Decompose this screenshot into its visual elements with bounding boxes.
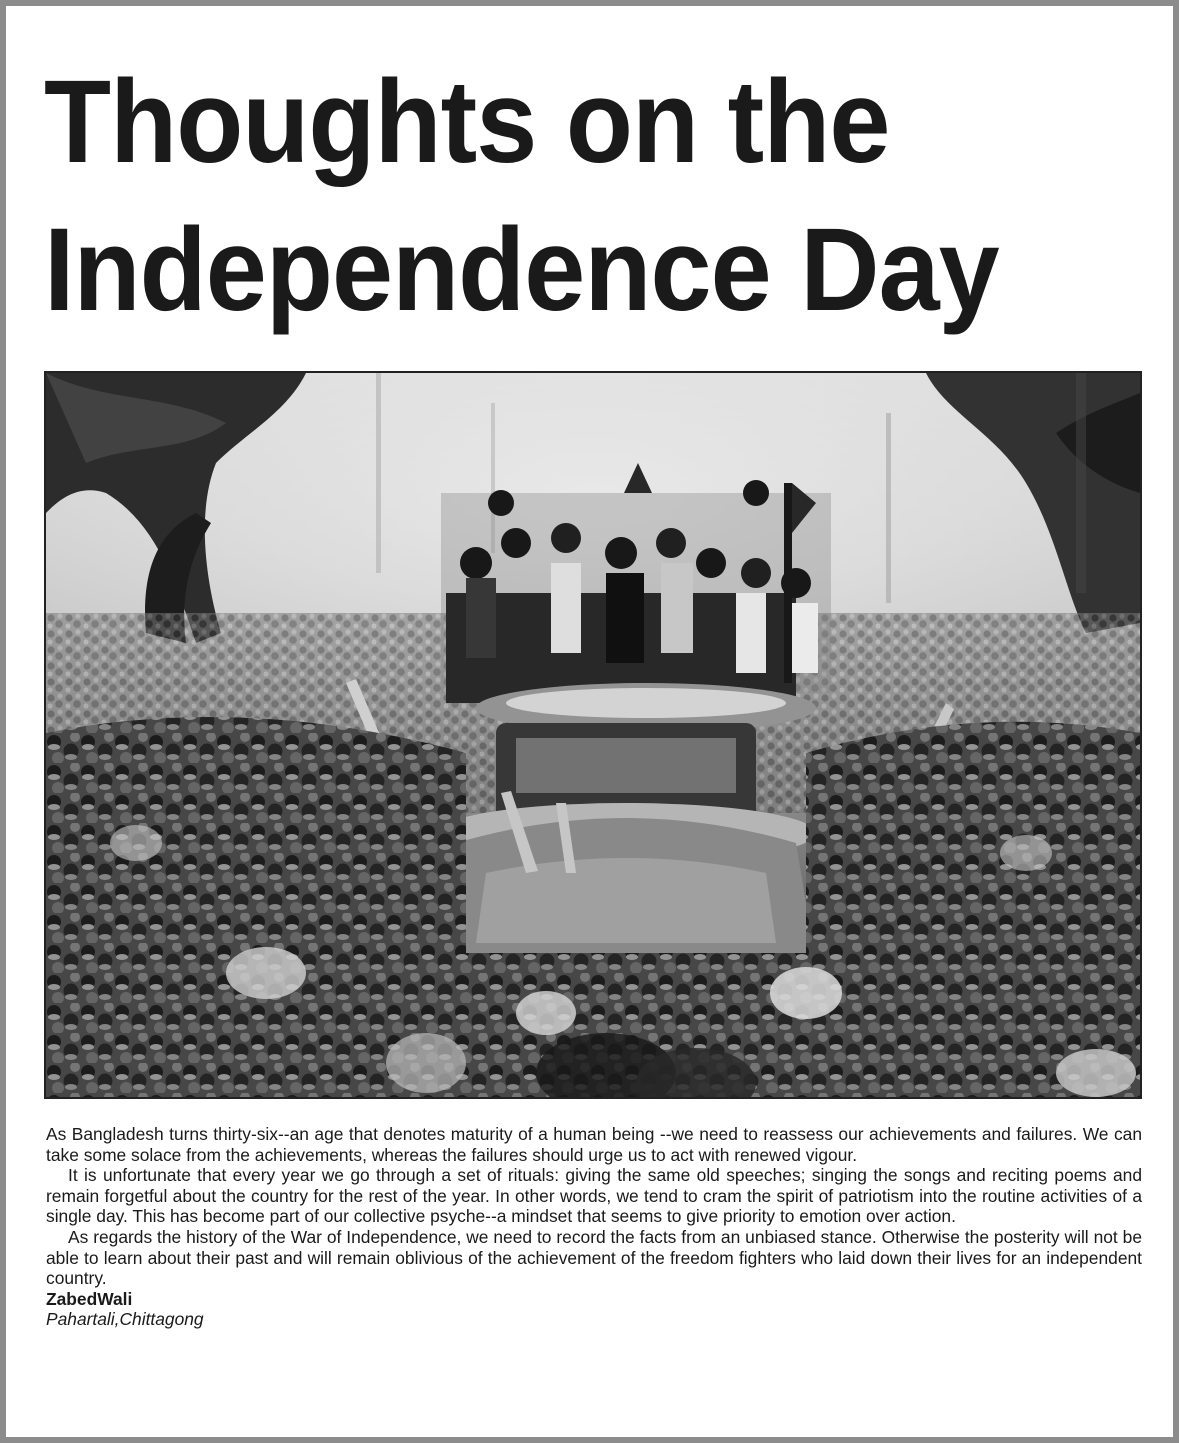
article-body (46, 1124, 1142, 1330)
crowd-photo-illustration (46, 373, 1140, 1097)
headline-line-2: Independence Day (44, 204, 999, 336)
article-paragraph-2: It is unfortunate that every year we go through a set of rituals: giving the same old speeches; singing the songs and reciting poems and remain forgetful about the country for the rest of the year. In other words, we tend to cram the spirit of patriotism into the routine activities of a single day. This has become part of our collective psyche--a mindset that seems to give priority to emotion over action. (46, 1165, 1142, 1227)
author-name: ZabedWali (46, 1288, 133, 1309)
article-paragraph-3: As regards the history of the War of Independence, we need to record the facts from an unbiased stance. Otherwise the posterity will not be able to learn about their past and will remain oblivious of the achievement of the freedom fighters who laid down their lives for an independent country. (46, 1226, 1142, 1289)
author-location: Pahartali,Chittagong (46, 1309, 204, 1330)
article-paragraph-1: As Bangladesh turns thirty-six--an age that denotes maturity of a human being --we need to reassess our achievements and failures. We can take some solace from the achievements, whereas the failures should urge us to act with renewed vigour. (46, 1124, 1142, 1165)
headline-line-1: Thoughts on the (44, 56, 890, 188)
headline (44, 48, 1076, 344)
crowd-photo (44, 371, 1142, 1099)
